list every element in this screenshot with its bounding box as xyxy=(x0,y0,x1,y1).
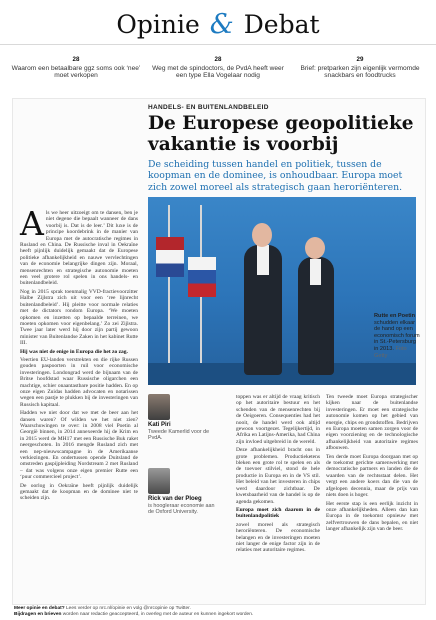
body-paragraph: Ten derde moet Europa doorgaan met op de toekomst gerichte samenwerking met democratische partners en landen die de waarden van de rechtsstaat delen. Het vergt een andere koers dan die van de afgelopen decennia, maar de prijs van niets doen is hoger. xyxy=(326,453,418,499)
teaser-text: Waarom een betaalbare ggz soms ook ‘nee’ moet verkopen xyxy=(11,64,141,80)
author-photo xyxy=(148,468,170,494)
dutch-flag xyxy=(156,237,184,277)
shirt-right xyxy=(310,259,321,285)
masthead-ampersand: & xyxy=(209,9,234,40)
author-description: is hoogleraar economie aan de Oxford University. xyxy=(148,503,215,516)
russian-flag xyxy=(188,257,216,297)
teaser-3[interactable] xyxy=(290,56,430,80)
body-paragraph: Hadden we niet door dat we met de beer aan het dansen waren? Of wilden we het niet zien? Waarschuwingen te over: in 2008 viel Poetin al Georgië binnen, in 2014 annexeerde hij de Krim en in 2015 werd de MH17 met een Russische Buk raket neergeschoten. In 2016 mengde Rusland zich met een nep-nieuwscampagne in de Amerikaanse verkiezingen. En ondertussen opende Duitsland de omstreden gaspijpleiding Nordstream 2 met Rusland – dat was volgens onze eigen premier Rutte een ‘puur commercieel project’. xyxy=(20,410,138,481)
body-paragraph: ls we heer uitzoeigt om te dansen, ben je niet degene die bepaalt wanneer de dans voorbij is. Dat is de leer.’ Dit luxe is de principe koordebrink in de manier van Europa met de autocratische regimes in Rusland en China. De Russische inval in Oekraïne heeft pijnlijk duidelijk gemaakt dat de Europese politieke afhankelijkheid en nauwe vervlechtingen van de economie belangrijke dingen zijn. Moraal, mensenrechten en strategische autonomie moeten een veel grotere rol spelen in ons handels- en buitenlandbeleid. xyxy=(20,210,138,287)
teaser-page-number: 28 xyxy=(72,56,80,63)
article-kicker: HANDELS- EN BUITENLANDBELEID xyxy=(148,104,269,111)
photo-caption xyxy=(374,313,420,359)
body-paragraph: Het eerste stap is een eerlijk inzicht in onze afhankelijkheden. Alleen dan kan Europa in de toekomst opnieuw met zelfvertrouwen de dans bepalen, en niet langer afhankelijk zijn van de beer. xyxy=(326,500,418,533)
caption-text: schudden elkaar de hand op een economisch forum in St.-Petersburg in 2013. xyxy=(374,319,420,352)
photo-credit: Foto Getty xyxy=(374,345,407,359)
section-masthead xyxy=(0,10,436,40)
author-photo xyxy=(148,394,170,420)
body-subhead: Europa moet zich daarom in de buitenlandpolitiek xyxy=(236,506,320,520)
author-name: Kati Piri xyxy=(148,422,171,428)
drop-cap: A xyxy=(20,204,44,243)
body-paragraph: Veertien EU-landen verstrekten en die rijke Russen gouden paspoorten in ruil voor economische investeringen. Londongrad werd de bijnaam van de Britse hoofdstad waar Russische oligarchen een machtige, schier onaantastbare positie hadden. En op onze eigen Zuidas hadden advocaten en notarissen wegen een pastje te plukken bij de investeringen van Russisch kapitaal. xyxy=(20,356,138,408)
masthead-right: Debat xyxy=(243,10,320,39)
article-standfirst: De scheiding tussen handel en politiek, tussen de koopman en de dominee, is onhoudbaar. Europa moet zich zowel moreel als strategisch gaan heroriënteren. xyxy=(148,159,403,193)
author-bio-1 xyxy=(148,394,228,442)
footer-label: Meer opinie en debat? xyxy=(14,606,65,611)
footer-text: worden naar redactie geaccepteerd, in overleg met de auteur en kunnen ingekort worden. xyxy=(62,611,254,617)
teaser-1[interactable] xyxy=(6,56,146,80)
footer-label: Bijdragen en brieven xyxy=(14,611,62,617)
author-bio-2 xyxy=(148,468,228,516)
teaser-text: Brief: pretparken zijn eigenlijk vermomde snackbars en foodtrucks xyxy=(300,64,420,80)
stage-floor xyxy=(148,363,416,385)
body-column-1 xyxy=(20,204,138,504)
flagpole xyxy=(168,205,170,375)
teaser-2[interactable] xyxy=(148,56,288,80)
page-footer xyxy=(14,606,424,618)
head-right xyxy=(305,237,325,259)
body-paragraph: Deze afhankelijkheid bracht ons in grote problemen. Productieketens bleken een grote rol te spelen en als de toevoer stilviel, stond de hele productie in Europa en in de VS stil. Het beleid van het investeren in chips werd daardoor zichtbaar. De kwetsbaarheid van de handel is op de agenda gekomen. xyxy=(236,447,320,505)
masthead-divider xyxy=(0,44,436,45)
shirt-left xyxy=(257,245,269,275)
head-left xyxy=(252,223,272,247)
caption-title: Rutte en Poetin xyxy=(374,313,416,319)
teaser-page-number: 28 xyxy=(214,56,222,63)
body-paragraph: zowel moreel als strategisch heroriënteren. De economische belangen en de investeringen moeten niet langer de enige factor zijn in de relaties met autoritaire regimes. xyxy=(236,521,320,554)
teaser-text: Weg met de spindoctors, de PvdA heeft weer een type Ella Vogelaar nodig xyxy=(152,64,284,80)
body-subhead: Hij was niet de enige in Europa die het zo zag. xyxy=(20,348,128,355)
body-column-2 xyxy=(236,394,320,556)
teaser-page-number: 29 xyxy=(356,56,364,63)
body-paragraph: Ten tweede moet Europa strategischer kijken naar de buitenlandse investeringen. Er moet een strategische autonomie komen op het gebied van energie, chips en grondstoffen. Bedrijven en Europa moeten samen zorgen voor de eigen voorziening en de technologische afhankelijkheid van autoritaire regimes afbouwen. xyxy=(326,394,418,452)
body-paragraph: Nog in 2015 sprak toenmalig VVD-fractievoorzitter Halbe Zijlstra zich uit voor een ‘ree lijnrecht buitenlandbeleid’. Hij pleitte voor normale relaties met de dictators rondom Europa. ‘We moeten opkomen en inzetten op bepaalde terreinen, we moeten opkomen voor eigenbelang.’ Zo zei Zijlstra. Twee jaar later werd hij door zijn partij gewoon minister van Buitenlandse Zaken in het kabinet Rutte III. xyxy=(20,288,138,347)
author-description: Tweede Kamerlid voor de PvdA. xyxy=(148,429,210,442)
body-paragraph: toppen was er altijd de vraag kritisch op het autoritaire bestuur en het schenden van de mensenrechten bij de Oeigoeren. Consequenties had het nooit, de handel werd ook altijd gewoon voortgezet. Tegelijkertijd, in Afrika en Latijns-Amerika, had China zijn invloed uitgebreid in de wereld. xyxy=(236,394,320,445)
article-headline: De Europese geopolitieke vakantie is voorbij xyxy=(148,113,414,155)
body-paragraph: De oorlog in Oekraïne heeft pijnlijk duidelijk gemaakt dat de koopman en de dominee niet te scheiden zijn. xyxy=(20,482,138,502)
footer-text: Lees verder op nrc.nl/opinie en volg @nrcopinie op Twitter. xyxy=(66,606,191,611)
author-name: Rick van der Ploeg xyxy=(148,496,202,502)
masthead-left: Opinie xyxy=(116,10,200,39)
body-column-3 xyxy=(326,394,418,535)
